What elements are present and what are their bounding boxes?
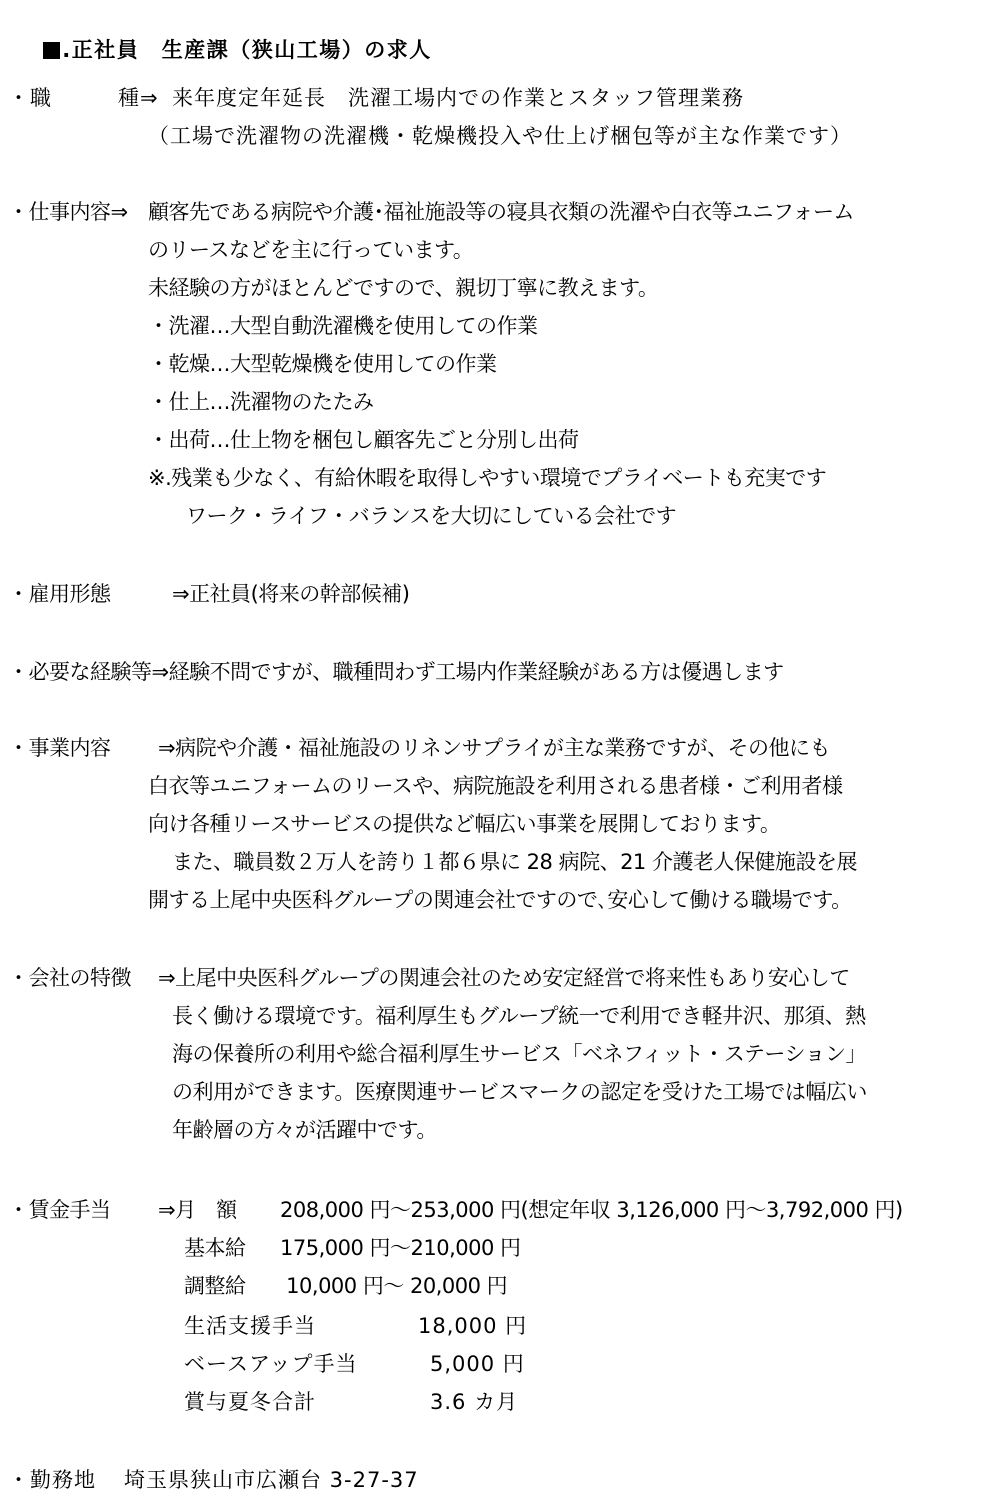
job-content-note2: ワーク・ライフ・バランスを大切にしている会社です: [186, 504, 677, 528]
job-content-label: ・仕事内容⇒: [8, 200, 128, 224]
features-line1: ⇒上尾中央医科グループの関連会社のため安定経営で将来性もあり安心して: [158, 966, 850, 990]
wages-monthly: 208,000 円～253,000 円(想定年収 3,126,000 円～3,792,000 円): [280, 1198, 903, 1222]
job-content-line3: 未経験の方がほとんどですので、親切丁寧に教えます。: [148, 276, 659, 300]
employment-label: ・雇用形態: [8, 582, 111, 606]
job-content-line2: のリースなどを主に行っています。: [148, 238, 474, 262]
job-content-line1: 顧客先である病院や介護･福祉施設等の寝具衣類の洗濯や白衣等ユニフォーム: [148, 200, 854, 224]
job-content-note1: ※.残業も少なく、有給休暇を取得しやすい環境でプライベートも充実です: [148, 466, 827, 490]
experience-text: ・必要な経験等⇒経験不問ですが、職種問わず工場内作業経験がある方は優遇します: [8, 660, 784, 684]
job-content-item: ・仕上…洗濯物のたたみ: [148, 390, 374, 414]
job-type-line2: （工場で洗濯物の洗濯機・乾燥機投入や仕上げ梱包等が主な作業です）: [148, 124, 852, 148]
wage-row-name: 賞与夏冬合計: [184, 1390, 316, 1414]
wage-row-name: ベースアップ手当: [184, 1352, 358, 1376]
job-content-item: ・出荷…仕上物を梱包し顧客先ごと分別し出荷: [148, 428, 579, 452]
business-label: ・事業内容: [8, 736, 111, 760]
business-line3: 向け各種リースサービスの提供など幅広い事業を展開しております。: [148, 812, 781, 836]
wage-row-value: 175,000 円～210,000 円: [280, 1236, 521, 1260]
job-type-label: ・職 種⇒: [8, 86, 159, 110]
wage-row-name: 生活支援手当: [184, 1314, 316, 1338]
job-content-item: ・乾燥…大型乾燥機を使用しての作業: [148, 352, 497, 376]
black-square-icon: [43, 42, 60, 59]
features-line3: 海の保養所の利用や総合福利厚生サービス「ベネフィット・ステーション」: [172, 1042, 867, 1066]
wages-arrow: ⇒月 額: [158, 1198, 237, 1222]
title-text: .正社員 生産課（狭山工場）の求人: [62, 38, 432, 62]
employment-value: ⇒正社員(将来の幹部候補): [172, 582, 410, 606]
wages-label: ・賃金手当: [8, 1198, 111, 1222]
business-line5: 開する上尾中央医科グループの関連会社ですので､安心して働ける職場です。: [148, 888, 852, 912]
wage-row-value: 3.6 カ月: [430, 1390, 519, 1414]
business-line2: 白衣等ユニフォームのリースや、病院施設を利用される患者様・ご利用者様: [148, 774, 843, 798]
job-type-line1: 来年度定年延長 洗濯工場内での作業とスタッフ管理業務: [172, 86, 744, 110]
features-label: ・会社の特徴: [8, 966, 131, 990]
features-line2: 長く働ける環境です。福利厚生もグループ統一で利用でき軽井沢、那須、熱: [172, 1004, 866, 1028]
wage-row-value: 18,000 円: [418, 1314, 528, 1338]
wage-row-name: 基本給: [184, 1236, 246, 1260]
location-label: ・勤務地: [8, 1468, 96, 1492]
page-title: [8, 8, 432, 92]
business-line1: ⇒病院や介護・福祉施設のリネンサプライが主な業務ですが、その他にも: [158, 736, 831, 760]
features-line5: 年齢層の方々が活躍中です。: [172, 1118, 437, 1142]
wage-row-name: 調整給: [184, 1274, 246, 1298]
business-line4: また、職員数２万人を誇り１都６県に 28 病院、21 介護老人保健施設を展: [172, 850, 857, 874]
features-line4: の利用ができます。医療関連サービスマークの認定を受けた工場では幅広い: [172, 1080, 867, 1104]
wage-row-value: 10,000 円～ 20,000 円: [280, 1274, 508, 1298]
location-value: 埼玉県狭山市広瀬台 3-27-37: [124, 1468, 419, 1492]
wage-row-value: 5,000 円: [430, 1352, 525, 1376]
job-content-item: ・洗濯…大型自動洗濯機を使用しての作業: [148, 314, 538, 338]
